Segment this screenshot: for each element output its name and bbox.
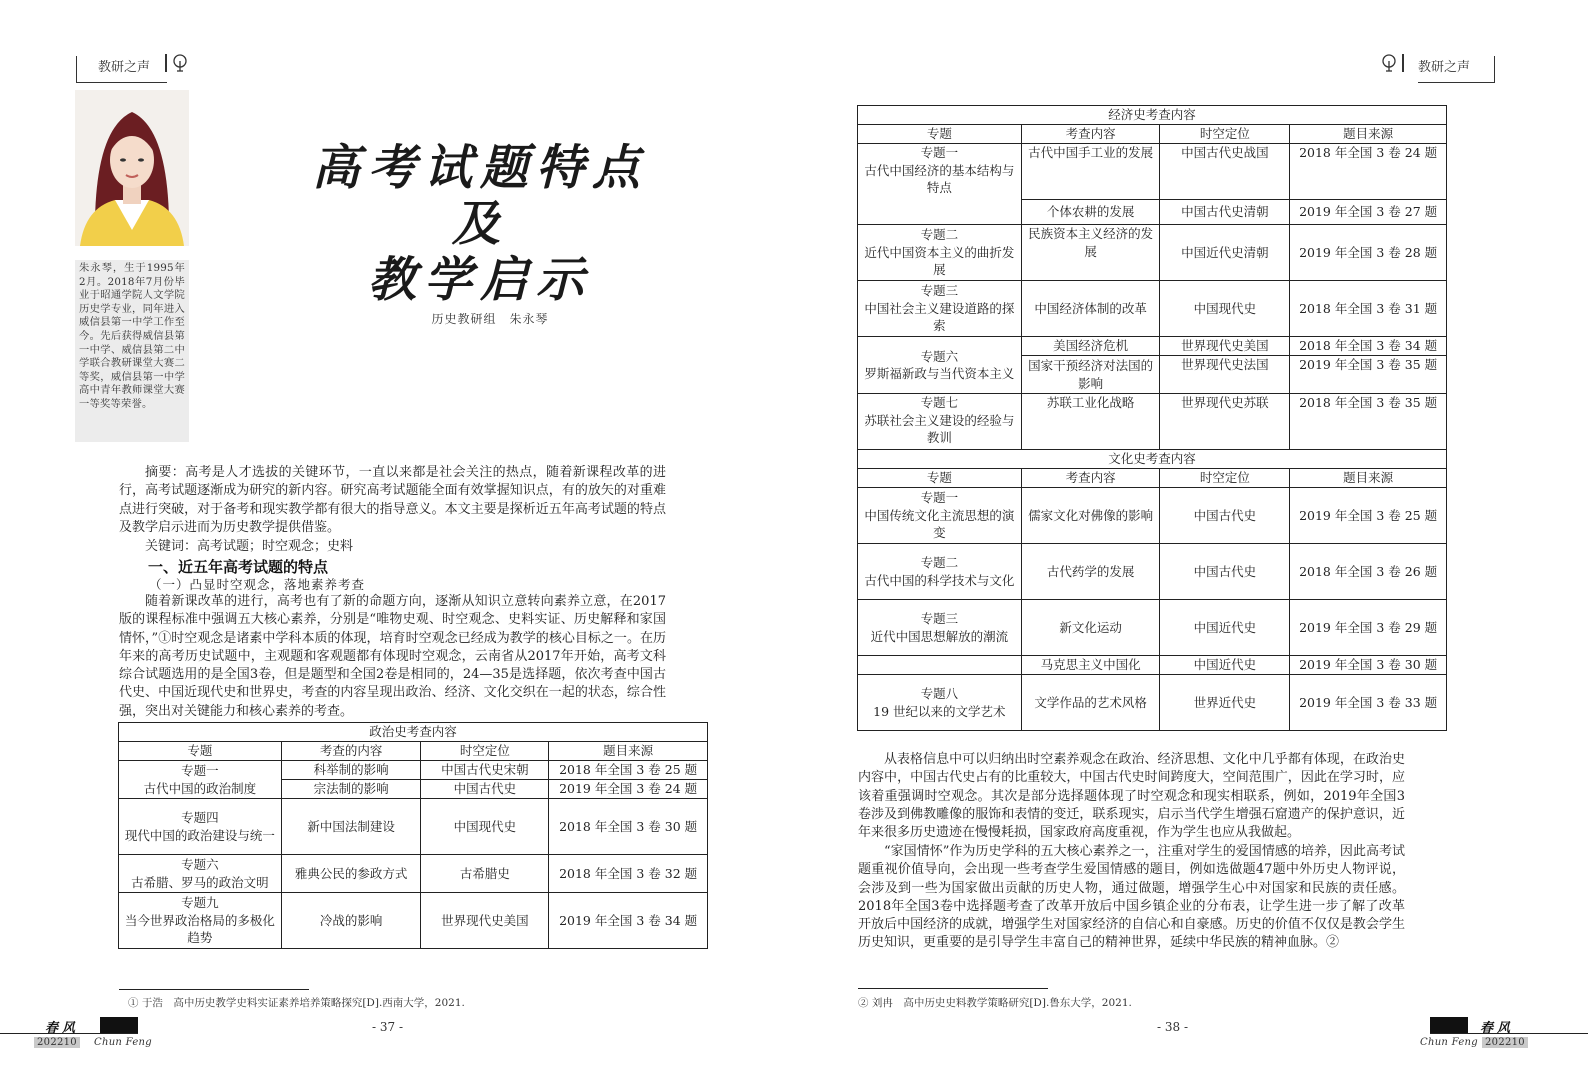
source-cell: 2019 年全国 3 卷 28 题 [1290, 225, 1447, 281]
table-title: 文化史考查内容 [858, 450, 1447, 469]
location-cell: 世界现代史美国 [421, 893, 549, 949]
column-header: 时空定位 [1160, 469, 1290, 488]
content-cell: 国家干预经济对法国的影响 [1021, 356, 1160, 394]
column-header: 题目来源 [549, 742, 708, 761]
source-cell: 2019 年全国 3 卷 35 题 [1290, 356, 1447, 394]
source-cell: 2019 年全国 3 卷 33 题 [1290, 675, 1447, 731]
content-cell: 雅典公民的参政方式 [281, 855, 421, 893]
topic-cell: 专题一 古代中国经济的基本结构与特点 [858, 144, 1022, 225]
content-cell: 新中国法制建设 [281, 799, 421, 855]
source-cell: 2019 年全国 3 卷 34 题 [549, 893, 708, 949]
source-cell: 2018 年全国 3 卷 32 题 [549, 855, 708, 893]
content-cell: 科举制的影响 [281, 761, 421, 780]
content-cell: 古代中国手工业的发展 [1021, 144, 1160, 200]
column-header: 专题 [858, 125, 1022, 144]
topic-cell: 专题一 古代中国的政治制度 [119, 761, 282, 799]
topic-cell: 专题二 近代中国资本主义的曲折发展 [858, 225, 1022, 281]
content-cell: 中国经济体制的改革 [1021, 281, 1160, 337]
column-header: 专题 [119, 742, 282, 761]
topic-cell: 专题九 当今世界政治格局的多极化趋势 [119, 893, 282, 949]
location-cell: 中国古代史 [421, 780, 549, 799]
footnote-right: ② 刘冉 高中历史史料教学策略研究[D].鲁东大学，2021. [858, 997, 1132, 1009]
content-cell: 文学作品的艺术风格 [1021, 675, 1160, 731]
column-header: 考查内容 [1021, 469, 1160, 488]
topic-cell: 专题二 古代中国的科学技术与文化 [858, 544, 1022, 600]
source-cell: 2018 年全国 3 卷 30 题 [549, 799, 708, 855]
magazine-en-left: Chun Feng [94, 1037, 153, 1048]
politics-table [118, 722, 708, 949]
title-line-1: 高考试题特点及 [311, 140, 648, 252]
tree-icon [1380, 54, 1398, 72]
table-title: 经济史考查内容 [858, 106, 1447, 125]
location-cell: 中国现代史 [421, 799, 549, 855]
content-cell: 新文化运动 [1021, 600, 1160, 656]
section-label-left: 教研之声 [98, 60, 151, 75]
source-cell: 2019 年全国 3 卷 30 题 [1290, 656, 1447, 675]
source-cell: 2018 年全国 3 卷 26 题 [1290, 544, 1447, 600]
magazine-name-right: 春风 [1480, 1021, 1515, 1036]
content-cell: 古代药学的发展 [1021, 544, 1160, 600]
magazine-name-left: 春风 [45, 1021, 80, 1036]
location-cell: 世界现代史美国 [1160, 337, 1290, 356]
column-header: 时空定位 [1160, 125, 1290, 144]
column-header: 题目来源 [1290, 469, 1447, 488]
magazine-en-right: Chun Feng [1420, 1037, 1479, 1048]
author-photo [75, 90, 189, 246]
location-cell: 世界近代史 [1160, 675, 1290, 731]
location-cell: 世界现代史法国 [1160, 356, 1290, 394]
title-line-2: 教学启示 [367, 252, 592, 308]
topic-cell: 专题六 罗斯福新政与当代资本主义 [858, 337, 1022, 394]
content-cell: 个体农耕的发展 [1021, 200, 1160, 225]
body-paragraph-1: 随着新课改革的进行，高考也有了新的命题方向，逐渐从知识立意转向素养立意，在2017版的课程标准中强调五大核心素养，分别是“唯物史观、时空观念、史料实证、历史解释和家国情怀，”①时空观念是诸素中学科本质的体现，培育时空观念已经成为教学的核心目标之一。在历年来的高考历史试题中，主观题和客观题都有体现时空观念，云南省从2017年开始，高考文科综合试题选用的是全国3卷，但是题型和全国2卷是相同的，24—35是选择题，依次考查中国古代史、中国近现代史和世界史，考查的内容呈现出政治、经济、文化交织在一起的状态，综合性强，突出对关键能力和核心素养的考查。 [119, 594, 666, 719]
footnote-rule [119, 989, 309, 990]
header-divider-right [1402, 54, 1404, 72]
page-number-right: - 38 - [1157, 1020, 1189, 1034]
page-number-left: - 37 - [372, 1020, 404, 1034]
source-cell: 2018 年全国 3 卷 34 题 [1290, 337, 1447, 356]
location-cell: 中国古代史清朝 [1160, 200, 1290, 225]
economy-table [857, 105, 1447, 450]
source-cell: 2019 年全国 3 卷 24 题 [549, 780, 708, 799]
column-header: 题目来源 [1290, 125, 1447, 144]
abstract: 摘要：高考是人才选拔的关键环节，一直以来都是社会关注的热点，随着新课程改革的进行，高考试题逐渐成为研究的新内容。研究高考试题能全面有效掌握知识点，有的放矢的对重难点进行突破，对于备考和现实教学都有很大的指导意义。本文主要是探析近五年高考试题的特点及教学启示进而为历史教学提供借鉴。 [119, 465, 666, 535]
content-cell: 宗法制的影响 [281, 780, 421, 799]
footer-bar-left [100, 1017, 138, 1033]
topic-cell [858, 656, 1022, 675]
topic-cell: 专题八 19 世纪以来的文学艺术 [858, 675, 1022, 731]
location-cell: 中国近代史 [1160, 600, 1290, 656]
footnote-rule [858, 988, 1048, 989]
location-cell: 中国近代史清朝 [1160, 225, 1290, 281]
location-cell: 中国现代史 [1160, 281, 1290, 337]
location-cell: 世界现代史苏联 [1160, 394, 1290, 450]
heading-1-1: （一）凸显时空观念，落地素养考查 [149, 577, 366, 592]
content-cell: 民族资本主义经济的发展 [1021, 225, 1160, 281]
header-divider-left [165, 54, 167, 72]
heading-1: 一、近五年高考试题的特点 [148, 558, 329, 576]
content-cell: 苏联工业化战略 [1021, 394, 1160, 450]
location-cell: 中国古代史宋朝 [421, 761, 549, 780]
location-cell: 中国古代史 [1160, 488, 1290, 544]
source-cell: 2019 年全国 3 卷 25 题 [1290, 488, 1447, 544]
topic-cell: 专题一 中国传统文化主流思想的演变 [858, 488, 1022, 544]
column-header: 考查内容 [1021, 125, 1160, 144]
footnote-left: ① 于浩 高中历史教学史料实证素养培养策略探究[D].西南大学，2021. [128, 997, 465, 1009]
location-cell: 中国古代史 [1160, 544, 1290, 600]
column-header: 时空定位 [421, 742, 549, 761]
topic-cell: 专题三 中国社会主义建设道路的探索 [858, 281, 1022, 337]
topic-cell: 专题三 近代中国思想解放的潮流 [858, 600, 1022, 656]
author-bio: 朱永琴，生于1995年2月。2018年7月份毕业于昭通学院人文学院历史学专业，同年进入威信县第一中学工作至今。先后获得威信县第一中学、威信县第二中学联合教研课堂大赛二等奖，威信县第一中学高中青年教师课堂大赛一等奖等荣誉。 [75, 260, 189, 442]
topic-cell: 专题四 现代中国的政治建设与统一 [119, 799, 282, 855]
topic-cell: 专题六 古希腊、罗马的政治文明 [119, 855, 282, 893]
body-paragraph-2: 从表格信息中可以归纳出时空素养观念在政治、经济思想、文化中几乎都有体现，在政治史内容中，中国古代史占有的比重较大，中国古代史时间跨度大，空间范围广，因此在学习时，应该着重强调时空观念。其次是部分选择题体现了时空观念和现实相联系，例如，2019年全国3卷涉及到佛教雕像的服饰和表情的变迁，联系现实，启示当代学生增强石窟遗产的保护意识，近年来很多历史遗迹在慢慢耗损，国家政府高度重视，作为学生也应从我做起。 [858, 752, 1405, 841]
content-cell: 美国经济危机 [1021, 337, 1160, 356]
tree-icon [171, 54, 189, 72]
source-cell: 2018 年全国 3 卷 24 题 [1290, 144, 1447, 200]
column-header: 专题 [858, 469, 1022, 488]
source-cell: 2018 年全国 3 卷 25 题 [549, 761, 708, 780]
topic-cell: 专题七 苏联社会主义建设的经验与教训 [858, 394, 1022, 450]
content-cell: 冷战的影响 [281, 893, 421, 949]
location-cell: 中国古代史战国 [1160, 144, 1290, 200]
content-cell: 马克思主义中国化 [1021, 656, 1160, 675]
body-paragraph-3: “家国情怀”作为历史学科的五大核心素养之一，注重对学生的爱国情感的培养，因此高考试题重视价值导向，会出现一些考查学生爱国情感的题目，例如选做题47题中外历史人物评说，会涉及到一些为国家做出贡献的历史人物，通过做题，增强学生心中对国家和民族的责任感。2018年全国3卷中选择题考查了改革开放后中国乡镇企业的分布表，让学生进一步了解了改革开放后中国经济的成就，增强学生对国家经济的自信心和自豪感。历史的价值不仅仅是教会学生历史知识，更重要的是引导学生丰富自己的精神世界，延续中华民族的精神血脉。② [858, 844, 1405, 951]
issue-right: 202210 [1482, 1037, 1528, 1048]
byline: 历史教研组 朱永琴 [431, 312, 549, 326]
table-title: 政治史考查内容 [119, 723, 708, 742]
location-cell: 中国近代史 [1160, 656, 1290, 675]
section-label-right: 教研之声 [1418, 60, 1471, 75]
article-title [300, 140, 660, 308]
content-cell: 儒家文化对佛像的影响 [1021, 488, 1160, 544]
column-header: 考查的内容 [281, 742, 421, 761]
location-cell: 古希腊史 [421, 855, 549, 893]
keywords: 关键词：高考试题；时空观念；史料 [145, 539, 354, 554]
source-cell: 2019 年全国 3 卷 27 题 [1290, 200, 1447, 225]
source-cell: 2018 年全国 3 卷 31 题 [1290, 281, 1447, 337]
source-cell: 2018 年全国 3 卷 35 题 [1290, 394, 1447, 450]
issue-left: 202210 [34, 1037, 80, 1048]
source-cell: 2019 年全国 3 卷 29 题 [1290, 600, 1447, 656]
footer-bar-right [1430, 1017, 1468, 1033]
culture-table [857, 449, 1447, 731]
